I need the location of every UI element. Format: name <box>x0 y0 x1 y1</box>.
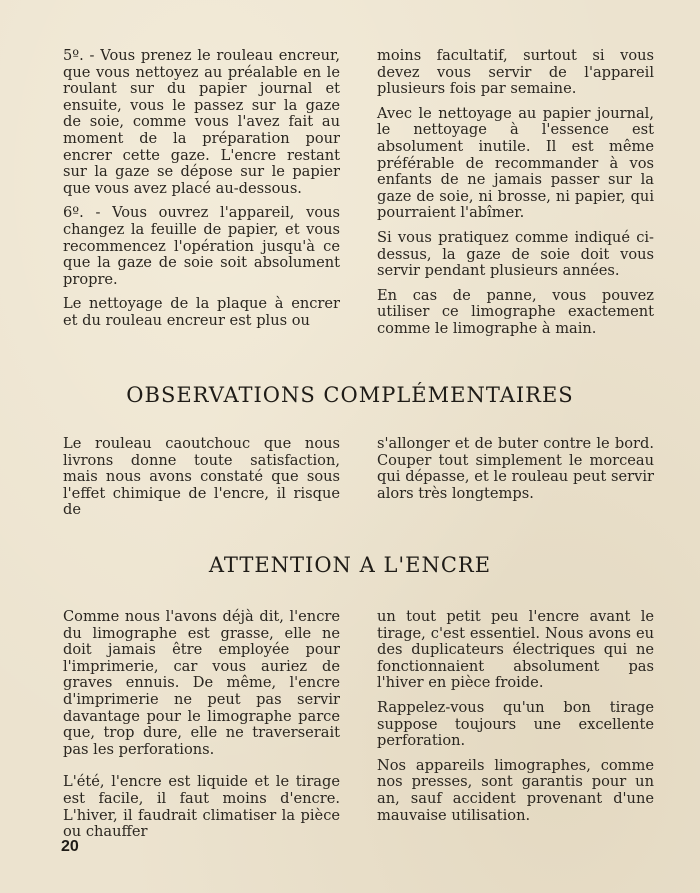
section2-left-column <box>63 436 340 527</box>
page-number: 20 <box>61 838 79 855</box>
paragraph: Si vous pratiquez comme indiqué ci-dessus, la gaze de soie doit vous servir pendant plusieurs années. <box>377 228 654 280</box>
paragraph: L'été, l'encre est liquide et le tirage est facile, il faut moins d'encre. L'hiver, il faudrait climatiser la pièce ou chauffer <box>63 773 340 841</box>
paragraph: 6º. - Vous ouvrez l'appareil, vous changez la feuille de papier, et vous recommencez l'opération jusqu'à ce que la gaze de soie soit absolument propre. <box>63 204 340 288</box>
paragraph: Nos appareils limographes, comme nos presses, sont garantis pour un an, sauf accident provenant d'une mauvaise utilisation. <box>377 756 654 824</box>
section-heading-observations: OBSERVATIONS COMPLÉMENTAIRES <box>126 383 574 407</box>
paragraph: s'allonger et de buter contre le bord. Couper tout simplement le morceau qui dépasse, et le rouleau peut servir alors très longtemps. <box>377 435 654 502</box>
paragraph: Rappelez-vous qu'un bon tirage suppose toujours une excellente perforation. <box>377 698 654 750</box>
paragraph: En cas de panne, vous pouvez utiliser ce limographe exactement comme le limographe à main. <box>377 286 654 337</box>
section1-right-column <box>377 48 654 346</box>
section3-left-column <box>63 609 340 849</box>
section2-right-column <box>377 436 654 510</box>
section3-right-column <box>377 609 654 832</box>
section1-left-column <box>63 48 340 338</box>
paragraph: un tout petit peu l'encre avant le tirage, c'est essentiel. Nous avons eu des duplicateurs électriques qui ne fonctionnaient absolument pas l'hiver en pièce froide. <box>377 608 654 692</box>
paragraph: Le rouleau caoutchouc que nous livrons donne toute satisfaction, mais nous avons constaté que sous l'effet chimique de l'encre, il risque de <box>63 435 340 519</box>
paragraph: Avec le nettoyage au papier journal, le nettoyage à l'essence est absolument inutile. Il est même préférable de recommander à vos enfants de ne jamais passer sur la gaze de soie, ni brosse, ni papier, qui pourraient l'abîmer. <box>377 104 654 222</box>
paragraph: Le nettoyage de la plaque à encrer et du rouleau encreur est plus ou <box>63 295 340 329</box>
paragraph: 5º. - Vous prenez le rouleau encreur, que vous nettoyez au préalable en le roulant sur du papier journal et ensuite, vous le passez sur la gaze de soie, comme vous l'avez fait au moment de la préparation pour encrer cette gaze. L'encre restant sur la gaze se dépose sur le papier que vous avez placé au-dessous. <box>63 47 340 197</box>
paragraph: moins facultatif, surtout si vous devez vous servir de l'appareil plusieurs fois par semaine. <box>377 47 654 98</box>
section-heading-attention: ATTENTION A L'ENCRE <box>208 553 492 577</box>
paragraph: Comme nous l'avons déjà dit, l'encre du limographe est grasse, elle ne doit jamais être employée pour l'imprimerie, car vous auriez de graves ennuis. De même, l'encre d'imprimerie ne peut pas servir davantage pour le limographe parce que, trop dure, elle ne traverserait pas les perforations. <box>63 608 340 758</box>
